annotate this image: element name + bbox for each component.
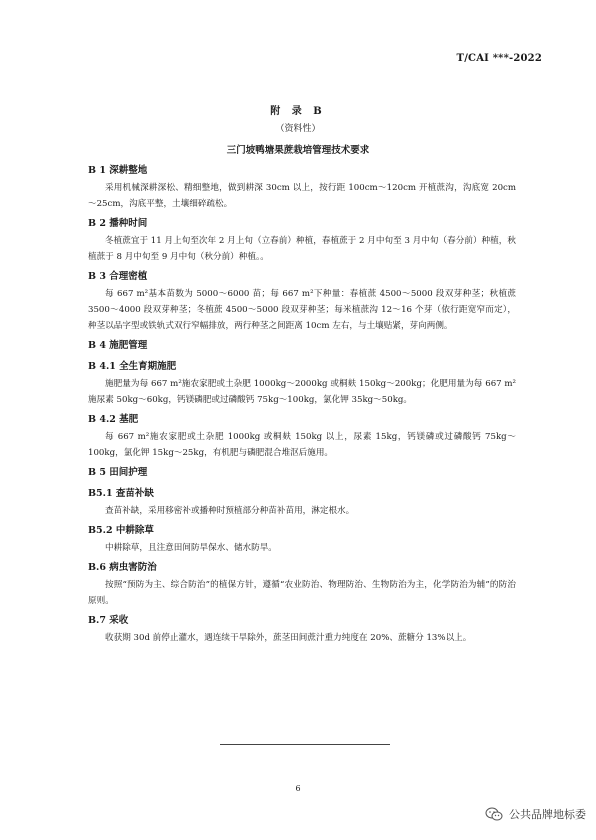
section-heading-b51: B5.1 查苗补缺: [88, 488, 154, 499]
document-body: [88, 162, 516, 646]
section-para-b2: 冬植蔗宜于 11 月上旬至次年 2 月上旬（立春前）种植，春植蔗于 2 月中旬至 3 月中旬（春分前）种植，秋植蔗于 8 月中旬至 9 月中旬（秋分前）种植。。: [88, 236, 516, 262]
section-heading-b41: B 4.1 全生育期施肥: [88, 361, 177, 372]
section-heading-b2: B 2 播种时间: [88, 218, 148, 229]
section-heading-b7: B.7 采收: [88, 615, 129, 626]
annex-subtitle: （资料性）: [275, 124, 321, 134]
section-para-b6: 按照“预防为主、综合防治”的植保方针，遵循“农业防治、物理防治、生物防治为主，化学防治为辅”的防治原则。: [88, 580, 516, 606]
section-heading-b1: B 1 深耕整地: [88, 165, 148, 176]
section-para-b51: 查苗补缺，采用移密补或播种时预植部分种苗补苗用，淋定根水。: [105, 506, 355, 516]
wechat-icon: [485, 807, 503, 821]
section-para-b7: 收获期 30d 前停止灌水，遇连续干旱除外，蔗茎田间蔗汁重力纯度在 20%、蔗糖分 13%以上。: [105, 633, 472, 643]
section-para-b42: 每 667 m²施农家肥或土杂肥 1000kg 或桐麸 150kg 以上，尿素 15kg，钙镁磷或过磷酸钙 75kg～100kg，氯化钾 15kg～25kg，有机肥与磷肥混合堆沤后施用。: [88, 432, 516, 458]
standard-code: T/CAI ***-2022: [456, 53, 542, 64]
section-heading-b5: B 5 田间护理: [88, 467, 148, 478]
section-heading-b3: B 3 合理密植: [88, 271, 148, 282]
watermark-text: 公共品牌地标委: [509, 808, 586, 821]
section-heading-b52: B5.2 中耕除草: [88, 525, 154, 536]
section-para-b41: 施肥量为每 667 m²施农家肥或土杂肥 1000kg～2000kg 或桐麸 150kg～200kg；化肥用量为每 667 m²施尿素 50kg～60kg，钙镁磷肥或过磷酸钙 75kg～100kg，氯化钾 35kg～50kg。: [88, 379, 516, 405]
page-number: 6: [295, 784, 301, 793]
annex-title: 附 录 B: [270, 106, 326, 117]
section-para-b3: 每 667 m²基本苗数为 5000～6000 苗；每 667 m²下种量：春植蔗 4500～5000 段双芽种茎；秋植蔗 3500～4000 段双芽种茎；冬植蔗 4500～5000 段双芽种茎；每米植蔗沟 12～16 个芽（依行距宽窄而定），种茎以品字型或铁轨式双行窄幅排放，两行种茎之间距离 10cm 左右，与土壤贴紧，芽向两侧。: [88, 289, 516, 331]
document-title: 三门坡鸭塘果蔗栽培管理技术要求: [226, 145, 370, 156]
section-para-b1: 采用机械深耕深松、精细整地，做到耕深 30cm 以上，按行距 100cm～120cm 开植蔗沟，沟底宽 20cm～25cm，沟底平整，土壤细碎疏松。: [88, 183, 516, 209]
section-heading-b6: B.6 病虫害防治: [88, 562, 157, 573]
footer-rule: [220, 744, 390, 745]
section-heading-b42: B 4.2 基肥: [88, 414, 139, 425]
section-heading-b4: B 4 施肥管理: [88, 340, 148, 351]
watermark: [485, 806, 586, 822]
section-para-b52: 中耕除草，且注意田间防旱保水、储水防旱。: [105, 543, 277, 553]
